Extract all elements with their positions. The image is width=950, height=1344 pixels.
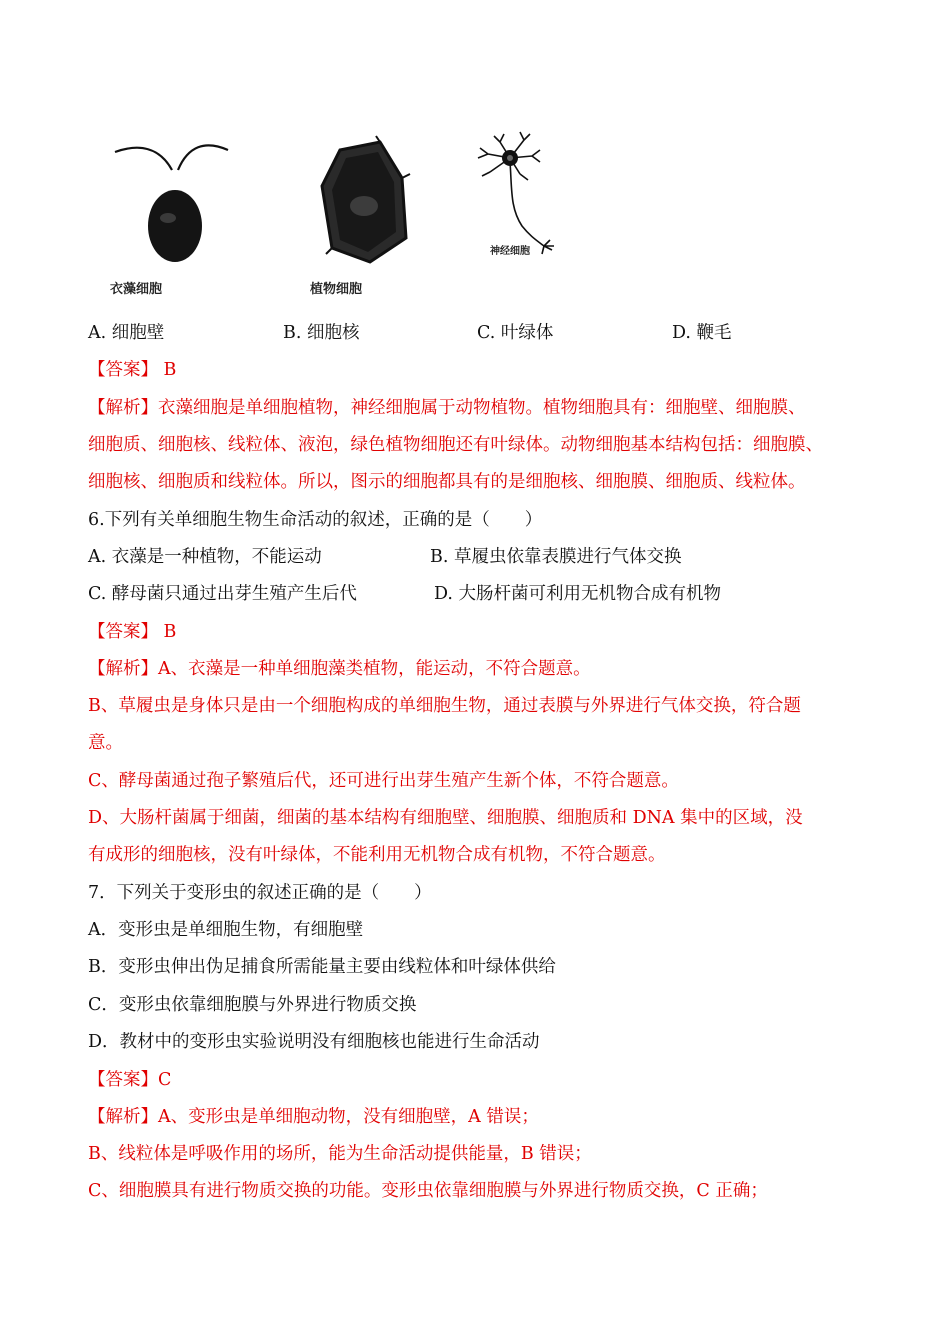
neuron-label: 神经细胞 — [490, 246, 530, 257]
q6-option-c: C. 酵母菌只通过出芽生殖产生后代 — [88, 584, 357, 604]
cell-figures — [100, 128, 580, 303]
chlamydomonas-illustration — [100, 128, 240, 268]
q7-option-c: C．变形虫依靠细胞膜与外界进行物质交换 — [88, 995, 417, 1015]
q7-answer: 【答案】C — [88, 1070, 172, 1090]
q7-option-b: B．变形虫伸出伪足捕食所需能量主要由线粒体和叶绿体供给 — [88, 957, 556, 977]
q6-analysis-line-1: 【解析】A、衣藻是一种单细胞藻类植物，能运动，不符合题意。 — [88, 659, 591, 679]
q7-option-d: D．教材中的变形虫实验说明没有细胞核也能进行生命活动 — [88, 1032, 540, 1052]
q6-analysis-line-6: 有成形的细胞核，没有叶绿体，不能利用无机物合成有机物，不符合题意。 — [88, 845, 666, 865]
q6-analysis-line-4: C、酵母菌通过孢子繁殖后代，还可进行出芽生殖产生新个体，不符合题意。 — [88, 771, 679, 791]
q7-analysis-line-2: B、线粒体是呼吸作用的场所，能为生命活动提供能量，B 错误； — [88, 1144, 592, 1164]
q6-answer: 【答案】 B — [88, 622, 177, 642]
q6-question: 6.下列有关单细胞生物生命活动的叙述，正确的是（ ） — [88, 510, 543, 530]
q5-analysis-line-3: 细胞核、细胞质和线粒体。所以，图示的细胞都具有的是细胞核、细胞膜、细胞质、线粒体。 — [88, 472, 806, 492]
q6-analysis-line-2: B、草履虫是身体只是由一个细胞构成的单细胞生物，通过表膜与外界进行气体交换，符合题 — [88, 696, 801, 716]
q5-answer: 【答案】 B — [88, 360, 177, 380]
q7-analysis-line-1: 【解析】A、变形虫是单细胞动物，没有细胞壁，A 错误； — [88, 1107, 539, 1127]
q5-option-c: C. 叶绿体 — [477, 323, 554, 343]
q5-analysis-line-2: 细胞质、细胞核、线粒体、液泡，绿色植物细胞还有叶绿体。动物细胞基本结构包括：细胞膜、 — [88, 435, 823, 455]
q6-analysis-line-5: D、大肠杆菌属于细菌，细菌的基本结构有细胞壁、细胞膜、细胞质和 DNA 集中的区域，没 — [88, 808, 803, 828]
chlamydomonas-figure — [100, 128, 240, 303]
q7-question: 7．下列关于变形虫的叙述正确的是（ ） — [88, 883, 432, 903]
plant-cell-label: 植物细胞 — [310, 282, 363, 297]
q5-option-d: D. 鞭毛 — [672, 323, 732, 343]
q6-option-d: D. 大肠杆菌可利用无机物合成有机物 — [434, 584, 722, 604]
q5-option-a: A. 细胞壁 — [88, 323, 165, 343]
q6-option-b: B. 草履虫依靠表膜进行气体交换 — [430, 547, 682, 567]
q5-analysis-line-1: 【解析】衣藻细胞是单细胞植物，神经细胞属于动物植物。植物细胞具有：细胞壁、细胞膜、 — [88, 398, 806, 418]
neuron-figure — [470, 128, 570, 303]
q6-option-a: A. 衣藻是一种植物，不能运动 — [88, 547, 322, 567]
plant-cell-illustration — [310, 128, 420, 268]
plant-cell-figure — [310, 128, 420, 303]
q6-analysis-line-3: 意。 — [88, 733, 123, 753]
chlamydomonas-label: 衣藻细胞 — [110, 282, 163, 297]
q5-option-b: B. 细胞核 — [283, 323, 360, 343]
q7-option-a: A．变形虫是单细胞生物，有细胞壁 — [88, 920, 364, 940]
q7-analysis-line-3: C、细胞膜具有进行物质交换的功能。变形虫依靠细胞膜与外界进行物质交换，C 正确； — [88, 1181, 768, 1201]
